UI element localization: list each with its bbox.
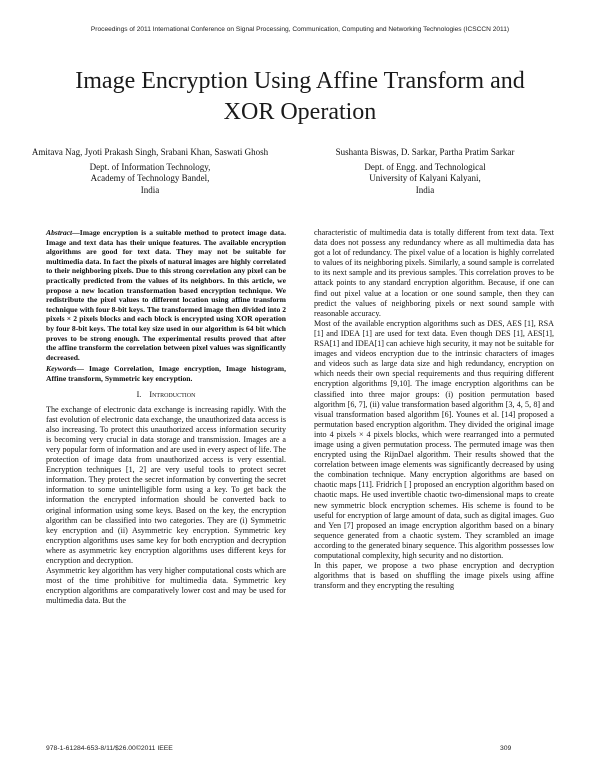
body-paragraph-2: Most of the available encryption algorithms such as DES, AES [1], RSA [1] and IDEA [1] are used for text data. Even though DES [1], AES[1], RSA[1] and IDEA[1] can achieve high security, it may not be suitable for images and videos encryption due to the intrinsic characters of images and videos such as large data size and high redundancy, encryption on which needs their own special requirements and thus requiring different encryption algorithms [9,10]. The image encryption algorithms can be classified into three major groups: (i) position permutation based algorithm [6, 7], (ii) value transformation based algorithm [3, 4, 5, 8] and visual transformation based algorithm [6]. Younes et al. [14] proposed a permutation based encryption algorithm. They divided the original image into 4 pixels × 4 pixels blocks, which were rearranged into a permuted image using a given permutation process. The permuted image was then encrypted using the RijnDael algorithm. Their results showed that the correlation between image elements was significantly decreased by using the combination technique. Many encryption algorithms are based on chaotic maps [11]. Fridrich [ ] proposed an encryption algorithm based on chaotic maps. He used invertible chaotic two-dimensional maps to create new symmetric block encryption schemes. His scheme is found to be useful for encryption of large amount of data, such as digital images. Guo and Yen [7] proposed an image encryption algorithm based on a binary sequence generated from a chaotic system. They scrambled an image according to the generated binary sequence. This algorithm possesses low computational complexity, high security and no distortion. <box>314 318 554 560</box>
right-column <box>314 228 554 591</box>
footer-isbn: 978-1-61284-653-8/11/$26.00©2011 IEEE <box>46 745 173 752</box>
section-heading-introduction <box>46 390 286 400</box>
abstract <box>46 228 286 362</box>
author-dept-left: Dept. of Information Technology, <box>89 161 211 172</box>
intro-paragraph-1: The exchange of electronic data exchange is increasing rapidly. With the fast evolution of electronic data exchange, the unauthorized data access is also increasing. To protect this unauthorized access information security is becoming very crucial in data storage and transmission. Images are a very popular form of information and are used in every aspect of life. The protection of image data from unauthorized access is very essential. Encryption techniques [1, 2] are very useful tools to protect secret information. They protect the secret information by converting the secret information to some unintelligible form using a key. To get back the information the encrypted information should be converted back to original information using some keys. Based on the key, the encryption algorithm can be classified into two categories. They are (i) Symmetric key encryption and (ii) Asymmetric key encryption. Symmetric key encryption algorithms uses same key for both encryption and decryption where as asymmetric key encryption algorithms uses different keys for encryption and decryption. <box>46 404 286 565</box>
author-country-left: India <box>140 184 160 195</box>
author-names-right: Sushanta Biswas, D. Sarkar, Partha Pratim Sarkar <box>335 147 515 157</box>
author-block-left <box>30 147 270 196</box>
abstract-label: Abstract <box>46 228 73 237</box>
body-paragraph-1: characteristic of multimedia data is totally different from text data. Text data does not possess any redundancy where as all multimedia data has got a lot of redundancy. The pixel value of a location is highly correlated to values of its neighboring pixels. Similarly, a sound sample is correlated to its next sample and its previous samples. This correlation proves to be attack points to any standard encryption algorithm. Because, if one can find out pixel value at a location or one sound sample, then they can predict the values of neighboring pixels or next sound sample with reasonable accuracy. <box>314 228 554 318</box>
author-country-right: India <box>415 184 435 195</box>
section-numeral: I. <box>136 389 142 399</box>
paper-title-line-1: Image Encryption Using Affine Transform and <box>75 68 525 94</box>
paper-title <box>40 66 560 128</box>
author-block-right <box>300 147 550 196</box>
author-institution-right: University of Kalyani Kalyani, <box>369 173 481 184</box>
body-paragraph-3: In this paper, we propose a two phase encryption and decryption algorithms that is based on shuffling the image pixels using affine transform and they encrypting the resulting <box>314 561 554 591</box>
intro-paragraph-2: Asymmetric key algorithm has very higher computational costs which are most of the time prohibitive for multimedia data. Symmetric key encryption algorithms are comparatively lower cost and may be used for multimedia data. But the <box>46 566 286 606</box>
keywords <box>46 364 286 383</box>
keywords-text: — Image Correlation, Image encryption, Image histogram, Affine transform, Symmetric key encryption. <box>46 364 286 383</box>
proceedings-header: Proceedings of 2011 International Conference on Signal Processing, Communication, Computing and Networking Technologies (ICSCCN 2011) <box>90 26 510 33</box>
author-dept-right: Dept. of Engg. and Technological <box>364 161 486 172</box>
footer-page-number: 309 <box>500 745 512 752</box>
author-institution-left: Academy of Technology Bandel, <box>90 173 210 184</box>
author-names-left: Amitava Nag, Jyoti Prakash Singh, Srabani Khan, Saswati Ghosh <box>31 147 269 157</box>
paper-title-line-2: XOR Operation <box>223 99 377 125</box>
abstract-text: —Image encryption is a suitable method to protect image data. Image and text data has their unique features. The available encryption algorithms are good for text data. They may not be suitable for multimedia data. In fact the pixels of natural images are highly correlated to their neighboring pixels. Due to this strong correlation any pixel can be practically predicted from the values of its neighbors. In this article, we propose a new location transformation based encryption technique. We redistribute the pixel values to different location using affine transform technique with four 8-bit keys. The transformed image then divided into 2 pixels × 2 pixels blocks and each block is encrypted using XOR operation by four 8-bit keys. The total key size used in our algorithm is 64 bit which proves to be strong enough. The experimental results proved that after the affine transform the correlation between pixel values was significantly decreased. <box>46 228 286 362</box>
section-title: Introduction <box>149 389 196 399</box>
left-column <box>46 228 286 606</box>
keywords-label: Keywords <box>46 364 77 374</box>
